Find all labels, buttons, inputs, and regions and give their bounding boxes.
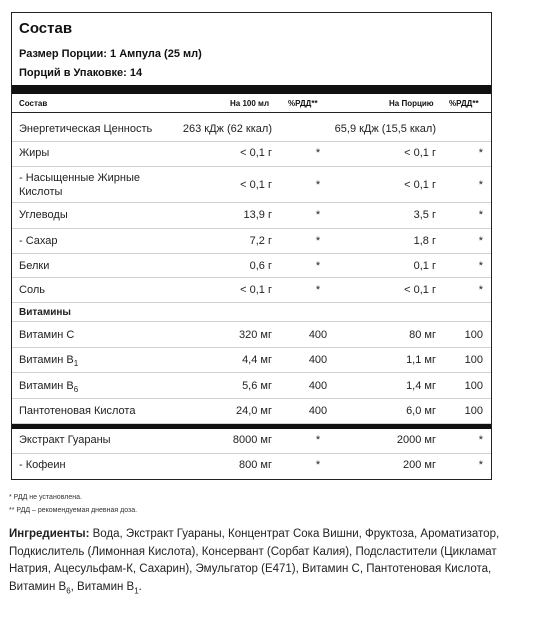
row-rdi-1: * [315, 209, 321, 221]
row-divider [12, 141, 491, 142]
ingredients-sub-6: 6 [66, 585, 71, 595]
row-per100: < 0,1 г [240, 284, 272, 296]
row-divider [12, 277, 491, 278]
row-per100: 4,4 мг [242, 354, 272, 366]
row-name: - Сахар [19, 235, 58, 247]
row-rdi-1: * [315, 147, 321, 159]
row-rdi-2: * [478, 179, 483, 191]
row-per100: 0,6 г [249, 260, 272, 272]
row-per100: < 0,1 г [240, 179, 272, 191]
header-per100: На 100 мл [230, 99, 270, 108]
row-name: Соль [19, 284, 45, 296]
row-name: Жиры [19, 147, 50, 159]
row-divider [12, 166, 491, 167]
row-divider [12, 253, 491, 254]
row-rdi-1: * [315, 284, 321, 296]
row-divider [12, 202, 491, 203]
row-divider [12, 302, 491, 303]
row-rdi-2: * [478, 459, 483, 471]
row-rdi-2: 100 [464, 329, 483, 341]
row-divider [12, 453, 491, 454]
row-rdi-1: 400 [308, 405, 328, 417]
row-rdi-2: * [478, 147, 483, 159]
row-per-serving: 2000 мг [396, 434, 436, 446]
row-per-serving: 1,8 г [413, 235, 436, 247]
row-rdi-2: 100 [464, 354, 483, 366]
row-rdi-1: * [315, 459, 321, 471]
row-per-serving: < 0,1 г [404, 179, 436, 191]
ingredients-mid: , Витамин B [70, 580, 135, 593]
row-per100: 5,6 мг [242, 380, 272, 392]
row-per-serving: < 0,1 г [404, 284, 436, 296]
row-name: Белки [19, 260, 50, 272]
row-divider [12, 372, 491, 373]
row-rdi-2: 100 [464, 380, 483, 392]
row-name: Углеводы [19, 209, 68, 221]
row-rdi-1: 400 [308, 380, 328, 392]
serving-size: Размер Порции: 1 Ампула (25 мл) [19, 48, 202, 60]
ingredients-label: Ингредиенты: [9, 528, 90, 540]
header-divider [12, 112, 491, 113]
row-name-subscript: 1 [73, 359, 79, 369]
row-per100: 13,9 г [243, 209, 272, 221]
row-per-serving: 200 мг [403, 459, 436, 471]
row-per100: 8000 мг [232, 434, 272, 446]
row-name-line2: Кислоты [19, 186, 63, 198]
panel-title: Состав [19, 20, 73, 37]
row-name-subscript: 6 [73, 385, 79, 395]
header-rdi-2: %РДД** [449, 99, 479, 108]
vitamins-section-label: Витамины [19, 307, 71, 318]
header-bar [12, 85, 491, 94]
servings-per-pack: Порций в Упаковке: 14 [19, 67, 143, 79]
row-rdi-2: * [478, 284, 483, 296]
row-per100: 7,2 г [249, 235, 272, 247]
row-rdi-1: * [315, 235, 321, 247]
row-per100: 320 мг [239, 329, 272, 341]
row-name: Энергетическая Ценность [19, 123, 153, 135]
row-per-serving: 1,4 мг [406, 380, 436, 392]
row-per-serving: < 0,1 г [404, 147, 436, 159]
row-per-serving: 65,9 кДж (15,5 ккал) [334, 123, 436, 135]
ingredients-end: . [138, 580, 142, 593]
row-name: - Кофеин [19, 459, 66, 471]
row-name: Экстракт Гуараны [19, 434, 111, 446]
row-rdi-1: 400 [308, 354, 328, 366]
row-rdi-1: * [315, 260, 321, 272]
row-rdi-2: * [478, 235, 483, 247]
row-rdi-1: * [315, 434, 321, 446]
footnote-2: ** РДД – рекомендуемая дневная доза. [9, 507, 138, 514]
row-name: Витамин $B_1$ [19, 354, 79, 369]
row-name: Витамин $B_6$ [19, 380, 79, 395]
row-rdi-2: * [478, 260, 483, 272]
row-rdi-2: * [478, 434, 483, 446]
header-name: Состав [19, 99, 48, 108]
ingredients-sub-1: 1 [134, 585, 139, 595]
ingredients-list: Вода, Экстракт Гуараны, Концентрат Сока Вишни, Фруктоза, Ароматизатор, Подкислитель (Лимонная Кислота), Консервант (Сорбат Калия), Подсластители (Цикламат Натрия, Ацесульфам-К, Сахарин), Эмульгатор (E471), Витамин С, Пантотеновая Кислота, Витамин B [9, 528, 500, 593]
row-per-serving: 3,5 г [413, 209, 436, 221]
row-rdi-2: 100 [464, 405, 483, 417]
row-divider [12, 321, 491, 322]
footnote-1: * РДД не установлена. [9, 494, 82, 501]
row-per-serving: 1,1 мг [406, 354, 436, 366]
row-rdi-1: 400 [308, 329, 328, 341]
row-per100: 263 кДж (62 ккал) [182, 123, 272, 135]
ingredients-text [9, 526, 529, 596]
row-rdi-1: * [315, 179, 321, 191]
row-divider [12, 398, 491, 399]
row-per-serving: 6,0 мг [406, 405, 436, 417]
row-name: Витамин С [19, 329, 75, 341]
row-per-serving: 80 мг [409, 329, 436, 341]
row-name: - Насыщенные Жирные [19, 172, 140, 184]
header-per-serving: На Порцию [389, 99, 434, 108]
row-divider [12, 228, 491, 229]
row-name: Пантотеновая Кислота [19, 405, 136, 417]
header-rdi-1: %РДД** [288, 99, 318, 108]
section-divider [12, 424, 491, 429]
nutrition-facts-panel [11, 12, 492, 480]
row-divider [12, 347, 491, 348]
row-rdi-2: * [478, 209, 483, 221]
row-per100: 800 мг [239, 459, 272, 471]
row-per100: 24,0 мг [235, 405, 272, 417]
row-per-serving: 0,1 г [413, 260, 436, 272]
row-per100: < 0,1 г [240, 147, 272, 159]
